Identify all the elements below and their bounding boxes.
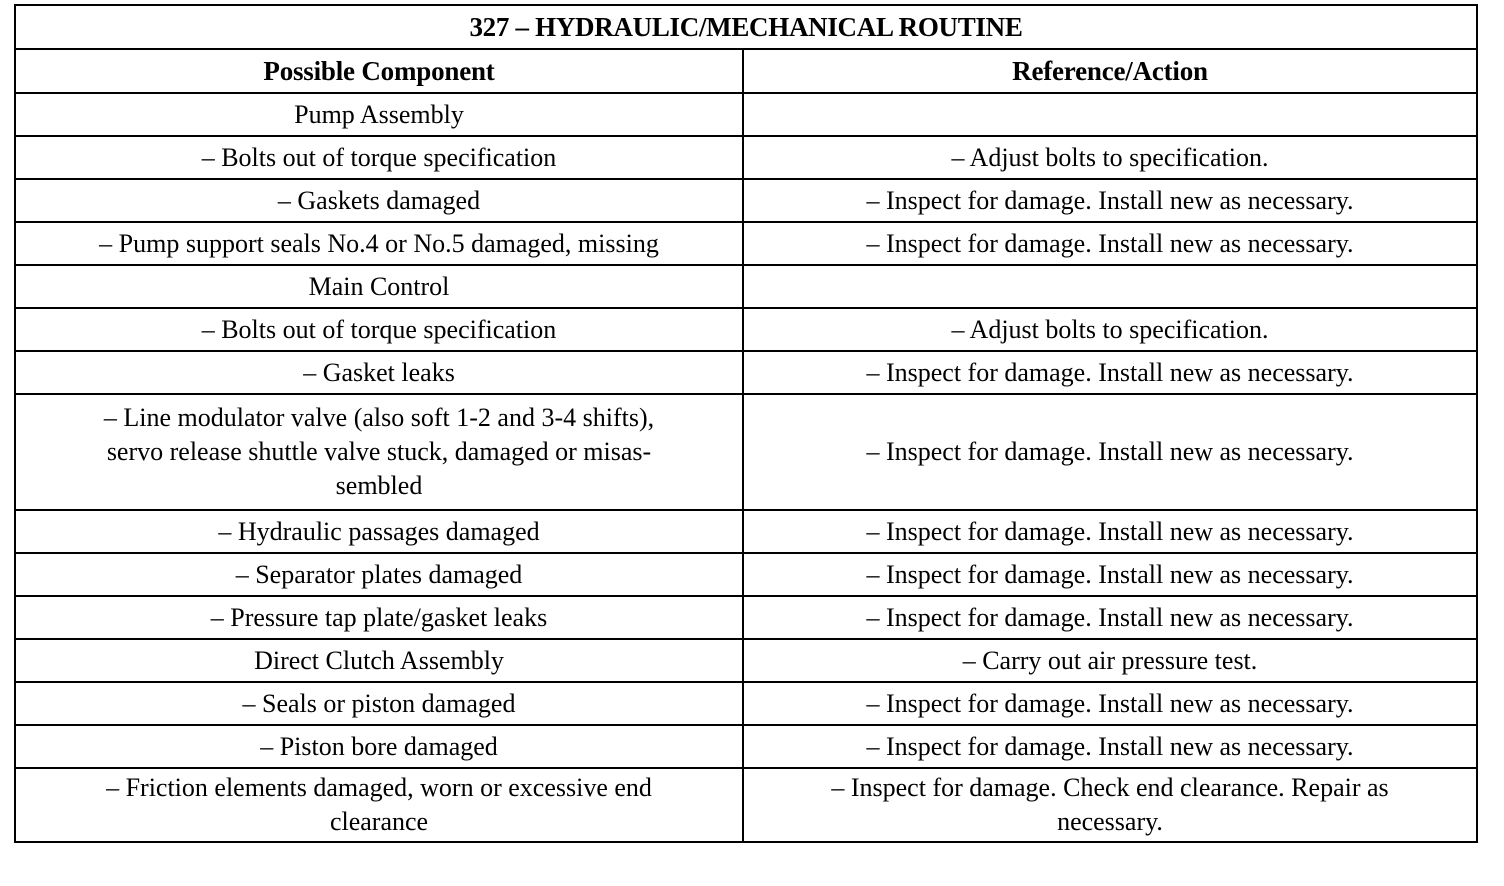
action-cell: – Inspect for damage. Install new as necessary. bbox=[743, 725, 1477, 768]
table-row bbox=[15, 768, 1477, 842]
action-cell bbox=[743, 265, 1477, 308]
column-header-reference: Reference/Action bbox=[743, 49, 1477, 93]
component-cell: – Seals or piston damaged bbox=[15, 682, 743, 725]
component-cell: Main Control bbox=[15, 265, 743, 308]
table-row bbox=[15, 93, 1477, 136]
action-cell: – Inspect for damage. Install new as necessary. bbox=[743, 394, 1477, 510]
component-cell: – Gasket leaks bbox=[15, 351, 743, 394]
component-cell: – Pressure tap plate/gasket leaks bbox=[15, 596, 743, 639]
table-row bbox=[15, 308, 1477, 351]
action-cell: – Inspect for damage. Install new as necessary. bbox=[743, 351, 1477, 394]
column-header-component: Possible Component bbox=[15, 49, 743, 93]
action-cell: – Adjust bolts to specification. bbox=[743, 136, 1477, 179]
component-cell: – Bolts out of torque specification bbox=[15, 308, 743, 351]
action-cell: – Adjust bolts to specification. bbox=[743, 308, 1477, 351]
action-cell bbox=[743, 93, 1477, 136]
table-row bbox=[15, 222, 1477, 265]
table-row bbox=[15, 639, 1477, 682]
action-cell: – Inspect for damage. Check end clearance. Repair as necessary. bbox=[743, 768, 1477, 842]
component-cell: – Hydraulic passages damaged bbox=[15, 510, 743, 553]
table-row bbox=[15, 682, 1477, 725]
table-row bbox=[15, 596, 1477, 639]
table-row bbox=[15, 351, 1477, 394]
title-row bbox=[15, 5, 1477, 49]
component-cell: – Gaskets damaged bbox=[15, 179, 743, 222]
component-cell: – Friction elements damaged, worn or excessive end clearance bbox=[15, 768, 743, 842]
component-cell: – Pump support seals No.4 or No.5 damaged, missing bbox=[15, 222, 743, 265]
component-cell: – Piston bore damaged bbox=[15, 725, 743, 768]
action-cell: – Inspect for damage. Install new as necessary. bbox=[743, 222, 1477, 265]
table-row bbox=[15, 179, 1477, 222]
table-body bbox=[15, 93, 1477, 842]
table-row bbox=[15, 265, 1477, 308]
component-cell: – Bolts out of torque specification bbox=[15, 136, 743, 179]
header-row bbox=[15, 49, 1477, 93]
routine-table bbox=[14, 4, 1478, 843]
action-cell: – Inspect for damage. Install new as necessary. bbox=[743, 179, 1477, 222]
action-cell: – Inspect for damage. Install new as necessary. bbox=[743, 510, 1477, 553]
component-cell: Direct Clutch Assembly bbox=[15, 639, 743, 682]
component-cell: Pump Assembly bbox=[15, 93, 743, 136]
action-cell: – Inspect for damage. Install new as necessary. bbox=[743, 682, 1477, 725]
table-row bbox=[15, 725, 1477, 768]
table-row bbox=[15, 553, 1477, 596]
table-title: 327 – HYDRAULIC/MECHANICAL ROUTINE bbox=[15, 5, 1477, 49]
table-row bbox=[15, 136, 1477, 179]
action-cell: – Carry out air pressure test. bbox=[743, 639, 1477, 682]
table-row bbox=[15, 510, 1477, 553]
component-cell: – Separator plates damaged bbox=[15, 553, 743, 596]
action-cell: – Inspect for damage. Install new as necessary. bbox=[743, 553, 1477, 596]
component-cell: – Line modulator valve (also soft 1-2 and 3-4 shifts), servo release shuttle valve stuck, damaged or misas- sembled bbox=[15, 394, 743, 510]
table-row bbox=[15, 394, 1477, 510]
action-cell: – Inspect for damage. Install new as necessary. bbox=[743, 596, 1477, 639]
